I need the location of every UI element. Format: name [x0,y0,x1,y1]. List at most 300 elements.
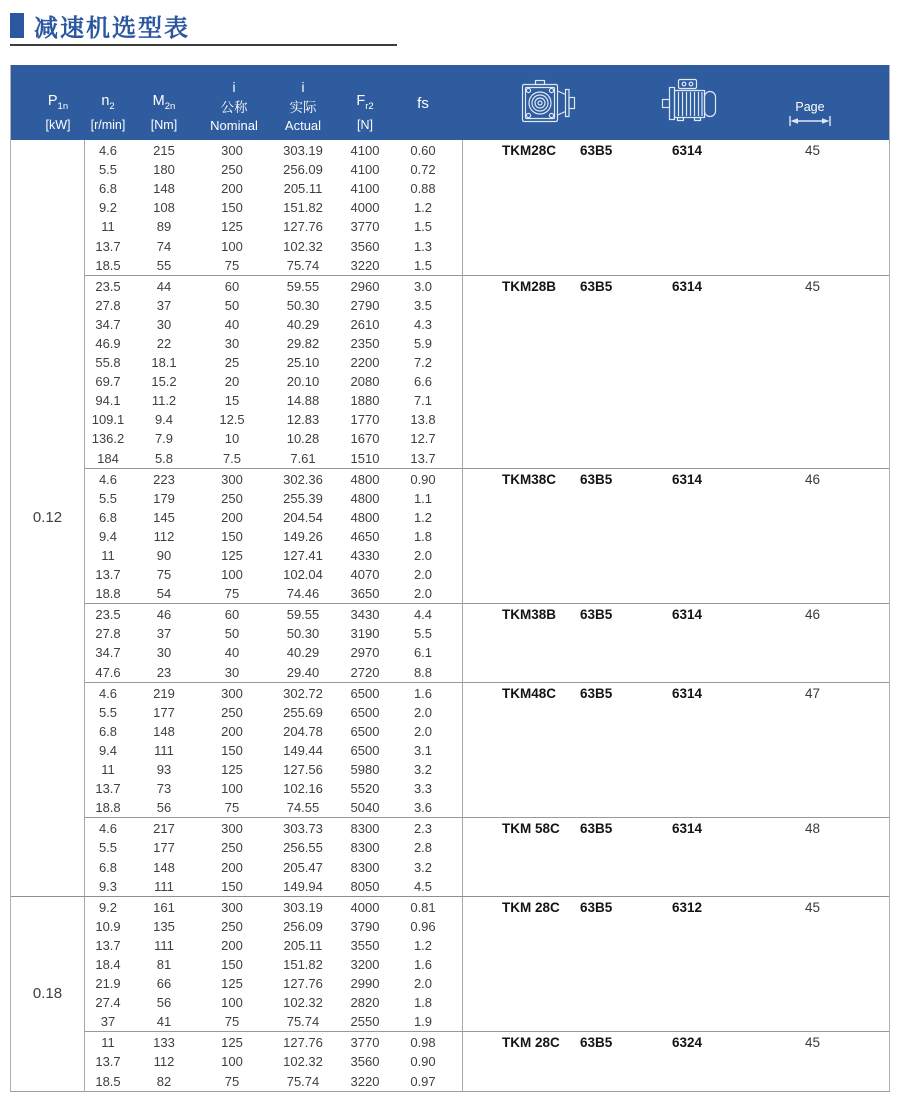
fr2-cell: 3220 [350,257,380,273]
i-nominal-cell: 10 [224,431,240,447]
m2n-cell: 55 [156,257,172,273]
fr2-cell: 4650 [350,528,380,544]
fr2-cell: 6500 [350,723,380,739]
motor-frame: 63B5 [580,1035,613,1051]
model-name: TKM38B [502,607,557,623]
m2n-cell: 112 [153,1054,175,1070]
fr2-cell: 3560 [350,238,380,254]
bearing-code: 6314 [672,821,703,837]
fs-cell: 0.90 [410,1054,436,1070]
i-actual-cell: 10.28 [286,431,320,447]
fs-cell: 1.1 [413,490,433,506]
fr2-cell: 1880 [350,393,380,409]
fs-cell: 1.6 [413,956,433,972]
i-actual-cell: 205.11 [283,937,323,953]
n2-cell: 34.7 [95,645,121,661]
model-group [85,1031,889,1090]
table-row [85,643,462,662]
model-name: TKM38C [502,471,557,487]
i-actual-cell: 102.32 [283,995,323,1011]
motor-frame: 63B5 [580,607,613,623]
bearing-code: 6312 [672,899,703,915]
fr2-cell: 4800 [350,490,380,506]
table-row [85,372,462,391]
fr2-cell: 2350 [350,335,380,351]
m2n-cell: 177 [153,840,175,856]
m2n-cell: 56 [156,995,172,1011]
model-group [85,468,889,604]
m2n-cell: 9.4 [154,412,174,428]
bearing-code: 6324 [672,1035,703,1051]
i-nominal-cell: 75 [224,1073,240,1089]
m2n-cell: 179 [153,490,175,506]
fs-cell: 3.0 [413,278,433,294]
n2-cell: 27.8 [95,297,121,313]
table-row [85,334,462,353]
m2n-cell: 217 [153,821,175,837]
n2-cell: 27.8 [95,626,121,642]
i-nominal-cell: 40 [224,645,240,661]
fs-cell: 1.9 [413,1014,433,1030]
table-row [85,198,462,217]
fs-cell: 1.5 [413,219,433,235]
n2-cell: 6.8 [98,723,118,739]
fr2-cell: 2720 [350,664,380,680]
m2n-cell: 111 [154,878,174,894]
page-title: 减速机选型表 [34,15,190,42]
m2n-cell: 90 [156,548,172,564]
fs-cell: 0.72 [410,162,436,178]
model-name: TKM 28C [502,899,560,915]
m2n-cell: 41 [156,1014,172,1030]
n2-cell: 37 [100,1014,116,1030]
i-nominal-cell: 200 [221,723,243,739]
fr2-cell: 2820 [350,995,380,1011]
m2n-cell: 44 [156,278,172,294]
table-row [85,527,462,546]
i-nominal-cell: 60 [224,607,240,623]
n2-cell: 9.4 [98,742,118,758]
fs-cell: 7.1 [413,393,433,409]
n2-cell: 136.2 [91,431,125,447]
table-row [85,584,462,603]
i-nominal-cell: 12.5 [219,412,245,428]
i-nominal-cell: 200 [221,859,243,875]
i-actual-cell: 29.82 [286,335,320,351]
i-nominal-cell: 60 [224,278,240,294]
table-row [85,703,462,722]
model-group [85,603,889,681]
fr2-cell: 3770 [350,219,380,235]
table-row [85,877,462,896]
m2n-cell: 215 [153,143,175,159]
fr2-cell: 2080 [350,374,380,390]
n2-cell: 23.5 [95,278,121,294]
m2n-cell: 161 [153,899,175,915]
n2-cell: 5.5 [98,162,118,178]
fr2-cell: 8050 [350,878,380,894]
fr2-cell: 6500 [350,704,380,720]
n2-cell: 5.5 [98,490,118,506]
motor-frame: 63B5 [580,471,613,487]
fr2-cell: 2790 [350,297,380,313]
group-info [462,140,889,275]
table-row [85,936,462,955]
n2-cell: 10.9 [95,918,121,934]
i-actual-cell: 102.16 [283,781,323,797]
table-row [85,684,462,703]
n2-cell: 18.8 [95,800,121,816]
m2n-cell: 15.2 [151,374,177,390]
i-actual-cell: 302.36 [283,471,323,487]
fr2-cell: 4000 [350,899,380,915]
fs-cell: 4.3 [413,316,433,332]
fs-cell: 1.3 [413,238,433,254]
m2n-cell: 46 [156,607,172,623]
m2n-cell: 135 [153,918,175,934]
n2-cell: 4.6 [98,685,118,701]
i-nominal-cell: 75 [224,1014,240,1030]
m2n-cell: 219 [153,685,175,701]
n2-cell: 23.5 [95,607,121,623]
header-fs: fs [417,95,429,112]
header-p1n-unit: [kW] [45,118,71,132]
i-actual-cell: 302.72 [283,685,323,701]
i-actual-cell: 151.82 [283,200,323,216]
header-page [777,65,843,140]
m2n-cell: 111 [154,742,174,758]
fr2-cell: 2970 [350,645,380,661]
m2n-cell: 111 [154,937,174,953]
power-section [11,140,889,896]
model-name: TKM48C [502,685,557,701]
n2-cell: 5.5 [98,704,118,720]
m2n-cell: 11.2 [151,393,177,409]
m2n-cell: 73 [156,781,172,797]
m2n-cell: 89 [156,219,172,235]
fs-cell: 0.88 [410,181,436,197]
table-row [85,1033,462,1052]
i-nominal-cell: 300 [221,685,243,701]
page-number: 48 [805,821,821,837]
n2-cell: 47.6 [95,664,121,680]
i-nominal-cell: 150 [221,956,243,972]
page-number: 47 [805,685,821,701]
fs-cell: 7.2 [413,355,433,371]
i-nominal-cell: 250 [221,490,243,506]
i-actual-cell: 256.09 [283,162,323,178]
fs-cell: 6.1 [413,645,433,661]
i-actual-cell: 205.47 [283,859,323,875]
i-nominal-cell: 300 [221,143,243,159]
fr2-cell: 5040 [350,800,380,816]
fr2-cell: 5520 [350,781,380,797]
header-n2: $n_2$ [r/min] [90,93,126,132]
header-i-actual: i 实际 Actual [284,80,322,133]
m2n-cell: 133 [153,1035,175,1051]
i-nominal-cell: 75 [224,800,240,816]
n2-cell: 18.8 [95,586,121,602]
motor-frame: 63B5 [580,278,613,294]
i-nominal-cell: 125 [221,548,243,564]
electric-motor-icon [661,78,725,128]
i-actual-cell: 50.30 [286,626,320,642]
group-rows [85,683,462,818]
i-actual-cell: 255.39 [283,490,323,506]
table-row [85,315,462,334]
fs-cell: 1.2 [413,200,433,216]
page-title-block [10,8,190,43]
i-nominal-cell: 250 [221,704,243,720]
fr2-cell: 4100 [350,181,380,197]
fr2-cell: 2990 [350,976,380,992]
group-info [462,683,889,818]
fr2-cell: 3550 [350,937,380,953]
i-nominal-cell: 250 [221,162,243,178]
i-actual-cell: 127.76 [283,1035,323,1051]
fs-cell: 0.97 [410,1073,436,1089]
m2n-cell: 148 [153,859,175,875]
table-row [85,391,462,410]
group-rows [85,140,462,275]
motor-frame: 63B5 [580,143,613,158]
table-row [85,470,462,489]
i-actual-cell: 149.26 [283,528,323,544]
n2-cell: 9.3 [98,878,118,894]
i-nominal-cell: 250 [221,840,243,856]
fs-cell: 5.5 [413,626,433,642]
model-name: TKM28C [502,143,557,158]
i-nominal-cell: 150 [221,878,243,894]
i-nominal-cell: 15 [224,393,240,409]
fr2-cell: 4100 [350,162,380,178]
group-info [462,818,889,895]
table-row [85,917,462,936]
table-row [85,605,462,624]
m2n-cell: 30 [156,316,172,332]
n2-cell: 21.9 [95,976,121,992]
page-number: 46 [805,471,821,487]
fr2-cell: 3430 [350,607,380,623]
m2n-cell: 54 [156,586,172,602]
motor-frame: 63B5 [580,685,613,701]
i-actual-cell: 75.74 [286,1073,320,1089]
fs-cell: 3.3 [413,781,433,797]
n2-cell: 11 [101,1035,115,1051]
header-i-nominal: i 公称 Nominal [210,80,258,133]
n2-cell: 13.7 [95,781,121,797]
table-row [85,779,462,798]
n2-cell: 4.6 [98,821,118,837]
m2n-cell: 180 [153,162,175,178]
group-rows [85,469,462,604]
fs-cell: 2.8 [413,840,433,856]
n2-cell: 9.4 [98,528,118,544]
i-actual-cell: 127.76 [283,976,323,992]
fr2-cell: 2550 [350,1014,380,1030]
table-row [85,857,462,876]
table-row [85,353,462,372]
m2n-cell: 18.1 [151,355,177,371]
page-number: 45 [805,278,821,294]
model-group [85,817,889,895]
i-actual-cell: 75.74 [286,1014,320,1030]
i-nominal-cell: 40 [224,316,240,332]
i-nominal-cell: 150 [221,200,243,216]
table-row [85,974,462,993]
fr2-cell: 5980 [350,762,380,778]
fr2-cell: 1670 [350,431,380,447]
i-actual-cell: 303.73 [283,821,323,837]
i-actual-cell: 102.04 [283,567,323,583]
fs-cell: 1.2 [413,509,433,525]
i-actual-cell: 127.76 [283,219,323,235]
m2n-cell: 81 [156,956,172,972]
fr2-cell: 4070 [350,567,380,583]
i-actual-cell: 151.82 [283,956,323,972]
m2n-cell: 148 [153,181,175,197]
n2-cell: 13.7 [95,567,121,583]
m2n-cell: 37 [156,626,172,642]
i-actual-cell: 29.40 [286,664,320,680]
group-rows [85,897,462,1032]
i-actual-cell: 20.10 [286,374,320,390]
model-group [85,682,889,818]
worm-gearbox-icon [520,78,578,128]
header-m2n-unit: [Nm] [150,118,178,132]
i-nominal-cell: 300 [221,471,243,487]
m2n-cell: 5.8 [154,450,174,466]
fs-cell: 8.8 [413,664,433,680]
group-rows [85,1032,462,1090]
m2n-cell: 30 [156,645,172,661]
fr2-cell: 3220 [350,1073,380,1089]
fs-cell: 5.9 [413,335,433,351]
header-p1n: $P_{1n}$ [kW] [45,93,71,132]
fs-cell: 3.2 [413,859,433,875]
page-number: 46 [805,607,821,623]
i-actual-cell: 59.55 [286,607,320,623]
bearing-code: 6314 [672,607,703,623]
i-actual-cell: 12.83 [286,412,320,428]
n2-cell: 11 [101,548,115,564]
table-row [85,624,462,643]
i-nominal-cell: 20 [224,374,240,390]
m2n-cell: 145 [153,509,175,525]
model-name: TKM 28C [502,1035,560,1051]
table-row [85,1012,462,1031]
bearing-code: 6314 [672,278,703,294]
i-nominal-cell: 100 [221,781,243,797]
i-nominal-cell: 150 [221,742,243,758]
i-actual-cell: 50.30 [286,297,320,313]
fs-cell: 1.8 [413,528,433,544]
table-body [11,140,889,1091]
fr2-cell: 6500 [350,742,380,758]
header-n2-unit: [r/min] [90,118,126,132]
table-row [85,449,462,468]
i-actual-cell: 256.55 [283,840,323,856]
page-dimension-arrow-icon [787,115,833,127]
table-row [85,236,462,255]
m2n-cell: 75 [156,567,172,583]
fr2-cell: 2610 [350,316,380,332]
title-underline [10,44,397,46]
table-row [85,722,462,741]
i-nominal-cell: 150 [221,528,243,544]
n2-cell: 34.7 [95,316,121,332]
i-actual-cell: 102.32 [283,1054,323,1070]
i-nominal-cell: 125 [221,762,243,778]
i-actual-cell: 7.61 [290,450,316,466]
m2n-cell: 108 [153,200,175,216]
fs-cell: 1.2 [413,937,433,953]
header-fr2-unit: [N] [357,118,373,132]
fs-cell: 3.2 [413,762,433,778]
fr2-cell: 3790 [350,918,380,934]
i-actual-cell: 14.88 [286,393,320,409]
page-number: 45 [805,143,821,158]
motor-frame: 63B5 [580,821,613,837]
i-actual-cell: 303.19 [283,143,323,159]
group-rows [85,818,462,895]
fs-cell: 6.6 [413,374,433,390]
i-actual-cell: 25.10 [286,355,320,371]
m2n-cell: 74 [156,238,172,254]
i-nominal-cell: 200 [221,937,243,953]
model-group [85,140,889,275]
n2-cell: 18.4 [95,956,121,972]
fs-cell: 13.8 [410,412,436,428]
fs-cell: 2.0 [413,723,433,739]
n2-cell: 6.8 [98,181,118,197]
table-row [85,489,462,508]
fr2-cell: 4000 [350,200,380,216]
table-row [85,1052,462,1071]
table-row [85,256,462,275]
fs-cell: 2.0 [413,586,433,602]
n2-cell: 18.5 [95,1073,121,1089]
model-group [85,897,889,1032]
n2-cell: 11 [101,762,115,778]
fr2-cell: 8300 [350,821,380,837]
fr2-cell: 3190 [350,626,380,642]
group-info [462,1032,889,1090]
m2n-cell: 112 [153,528,175,544]
fr2-cell: 1510 [350,450,380,466]
i-actual-cell: 40.29 [286,645,320,661]
m2n-cell: 66 [156,976,172,992]
title-bullet-icon [10,13,24,38]
group-info [462,469,889,604]
table-row [85,217,462,236]
i-nominal-cell: 125 [221,976,243,992]
i-nominal-cell: 30 [224,664,240,680]
section-groups [85,140,889,896]
n2-cell: 6.8 [98,509,118,525]
model-group [85,275,889,468]
table-row [85,141,462,160]
fs-cell: 2.3 [413,821,433,837]
fs-cell: 1.8 [413,995,433,1011]
fs-cell: 0.96 [410,918,436,934]
header-m2n: $M_{2n}$ [Nm] [150,93,178,132]
i-nominal-cell: 25 [224,355,240,371]
power-section [11,896,889,1091]
fs-cell: 0.98 [410,1035,436,1051]
n2-cell: 184 [97,450,119,466]
table-row [85,160,462,179]
